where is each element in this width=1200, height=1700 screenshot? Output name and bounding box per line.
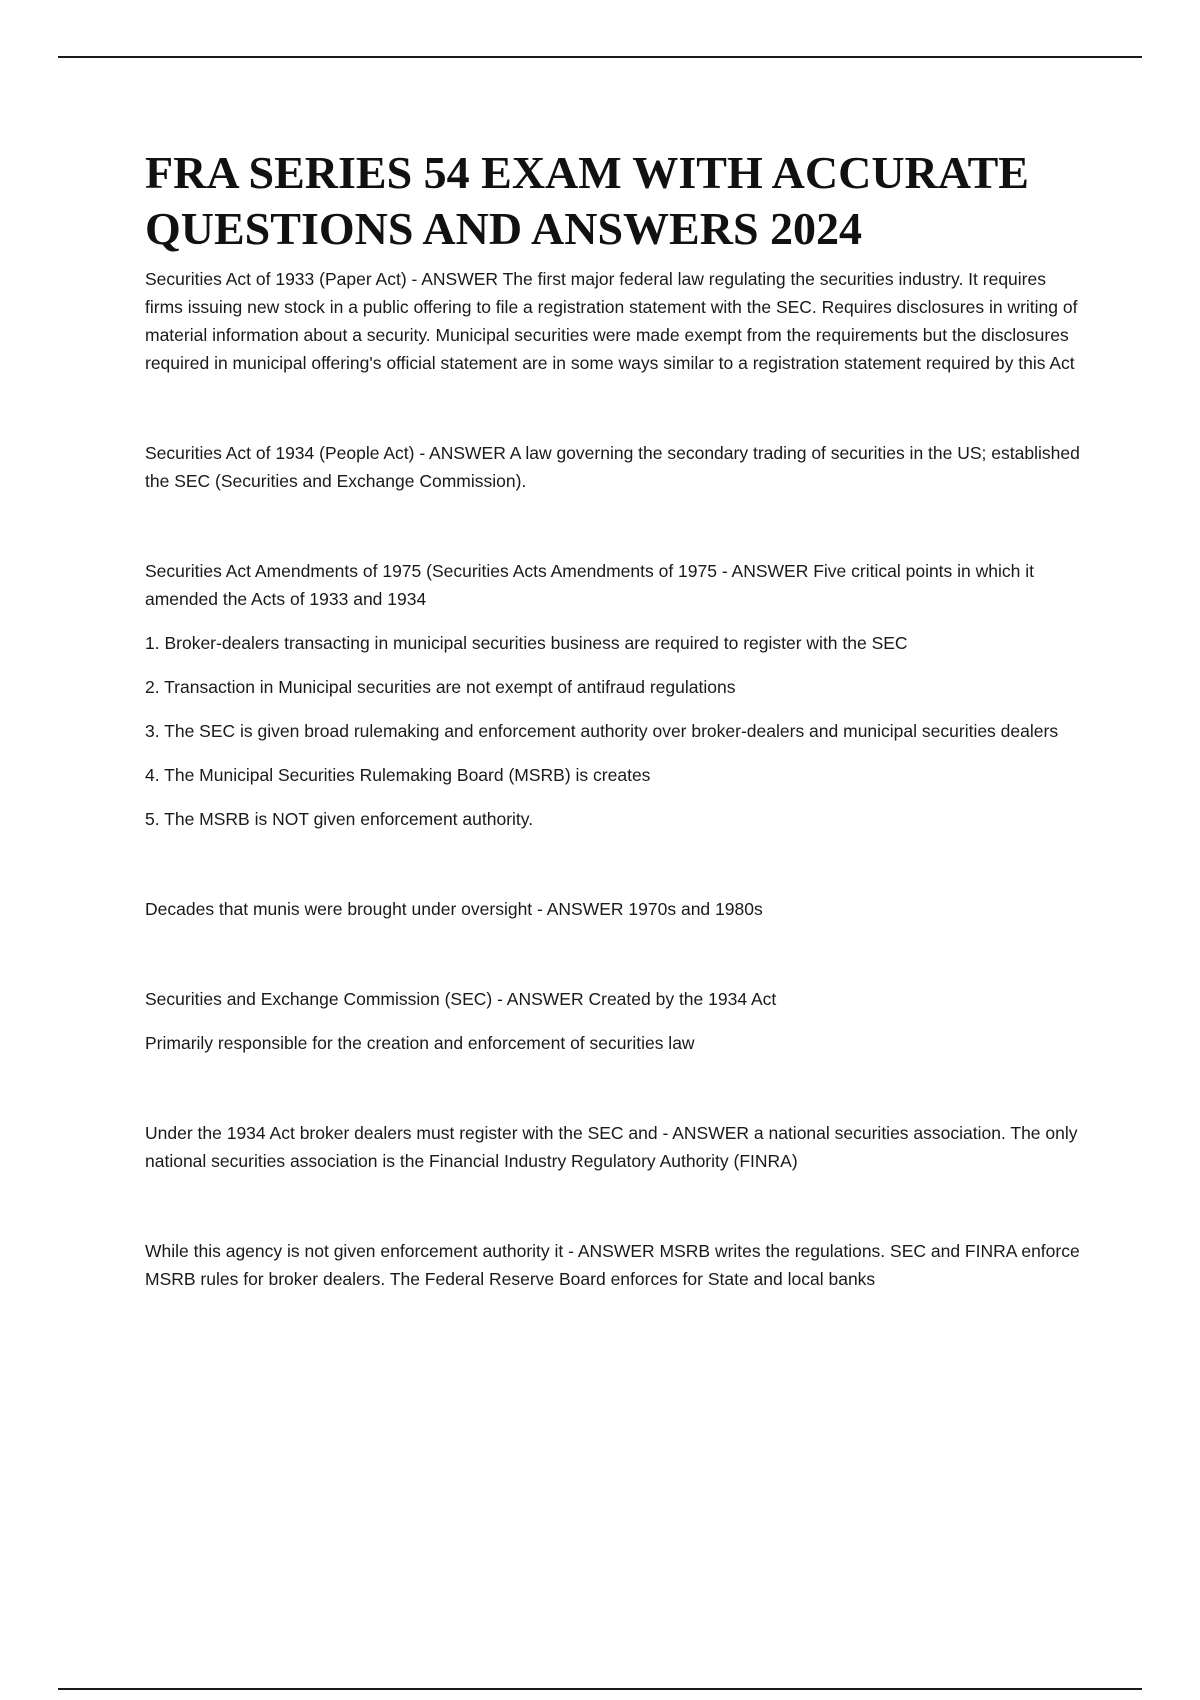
amendment-point-4: 4. The Municipal Securities Rulemaking Board (MSRB) is creates <box>145 765 651 785</box>
entry-msrb-enforcement: While this agency is not given enforcement authority it - ANSWER MSRB writes the regulations. SEC and FINRA enforce MSRB rules for broker dealers. The Federal Reserve Board enforces for State and local banks <box>145 1241 1080 1289</box>
title-line-1: FRA SERIES 54 EXAM WITH ACCURATE <box>145 147 1029 198</box>
bottom-divider <box>58 1688 1142 1690</box>
amendment-point-1: 1. Broker-dealers transacting in municipal securities business are required to register with the SEC <box>145 633 908 653</box>
amendment-point-5: 5. The MSRB is NOT given enforcement authority. <box>145 809 534 829</box>
amendment-point-3: 3. The SEC is given broad rulemaking and enforcement authority over broker-dealers and municipal securities dealers <box>145 721 1059 741</box>
document-content <box>145 145 1085 1293</box>
entry-sec-detail: Primarily responsible for the creation and enforcement of securities law <box>145 1033 695 1053</box>
entry-securities-act-1933: Securities Act of 1933 (Paper Act) - ANSWER The first major federal law regulating the securities industry. It requires firms issuing new stock in a public offering to file a registration statement with the SEC. Requires disclosures in writing of material information about a security. Municipal securities were made exempt from the requirements but the disclosures required in municipal offering's official statement are in some ways similar to a registration statement required by this Act <box>145 269 1078 373</box>
entry-decades-oversight: Decades that munis were brought under oversight - ANSWER 1970s and 1980s <box>145 899 763 919</box>
top-divider <box>58 56 1142 58</box>
document-title <box>145 145 1085 257</box>
entry-securities-act-1934: Securities Act of 1934 (People Act) - ANSWER A law governing the secondary trading of securities in the US; established the SEC (Securities and Exchange Commission). <box>145 443 1080 491</box>
title-line-2: QUESTIONS AND ANSWERS 2024 <box>145 203 863 254</box>
entry-amendments-1975: Securities Act Amendments of 1975 (Securities Acts Amendments of 1975 - ANSWER Five critical points in which it amended the Acts of 1933 and 1934 <box>145 561 1034 609</box>
entry-1934-broker-dealers: Under the 1934 Act broker dealers must register with the SEC and - ANSWER a national securities association. The only national securities association is the Financial Industry Regulatory Authority (FINRA) <box>145 1123 1078 1171</box>
amendment-point-2: 2. Transaction in Municipal securities are not exempt of antifraud regulations <box>145 677 736 697</box>
entry-sec: Securities and Exchange Commission (SEC) - ANSWER Created by the 1934 Act <box>145 989 777 1009</box>
